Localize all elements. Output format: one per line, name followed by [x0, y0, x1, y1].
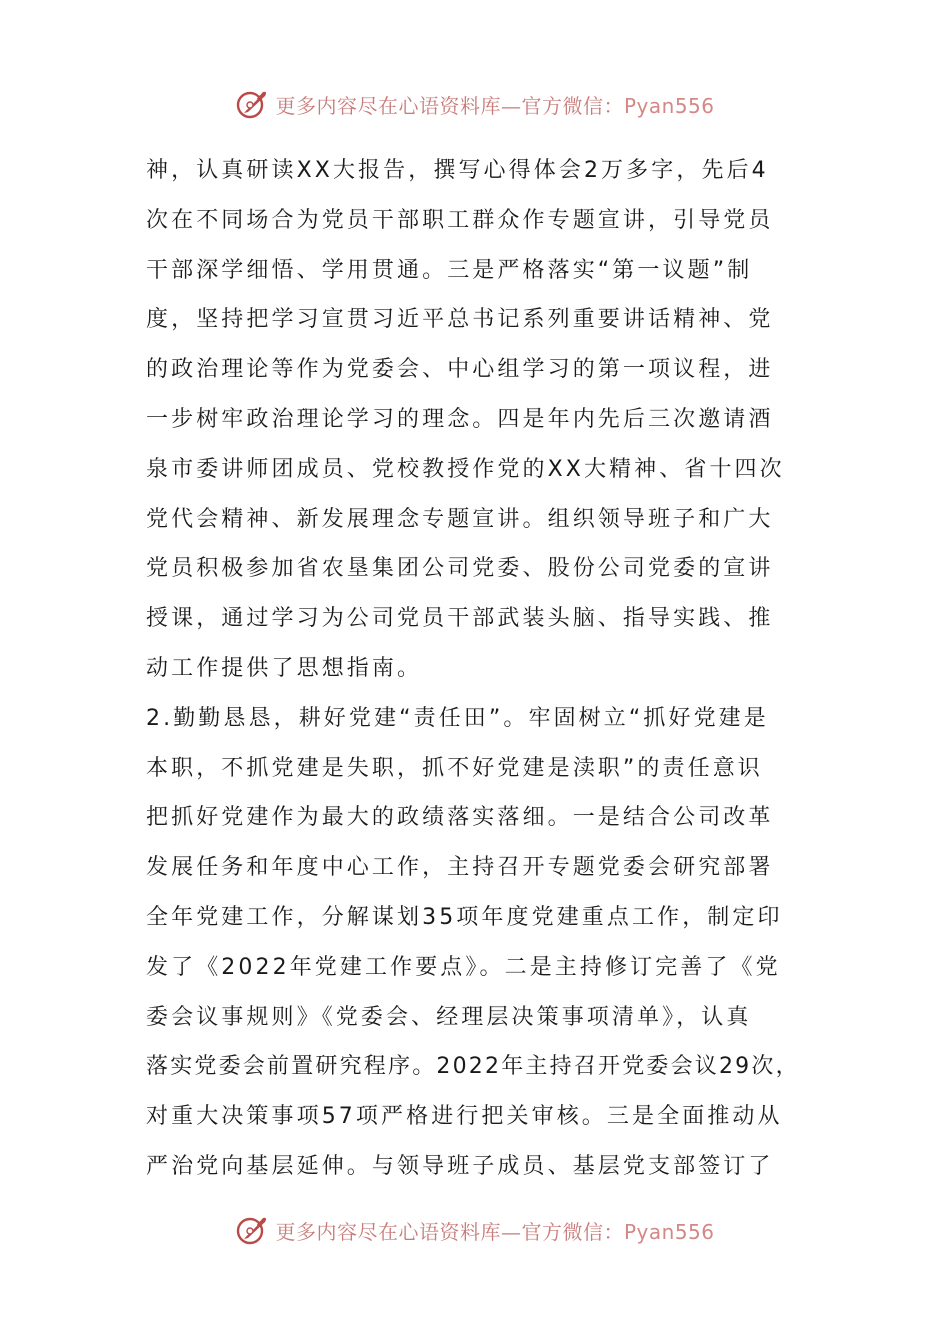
- text-line: 神，认真研读XX大报告，撰写心得体会2万多字，先后4: [146, 158, 769, 183]
- watermark-brand: Pyan556: [623, 93, 715, 118]
- text-line: 干部深学细悟、学用贯通。三是严格落实“第一议题”制: [146, 257, 753, 283]
- text-line: 委会议事规则》《党委会、经理层决策事项清单》，认真: [146, 1004, 752, 1030]
- text-line: 把抓好党建作为最大的政绩落实落细。一是结合公司改革: [146, 805, 774, 831]
- watermark-text: 更多内容尽在心语资料库—官方微信：Pyan556: [275, 1219, 715, 1244]
- text-line: 次在不同场合为党员干部职工群众作专题宣讲，引导党员: [146, 207, 774, 233]
- watermark-text: 更多内容尽在心语资料库—官方微信：Pyan556: [275, 93, 715, 118]
- text-line: 党员积极参加省农垦集团公司党委、股份公司党委的宣讲: [146, 556, 774, 582]
- text-line: 发了《2022年党建工作要点》。二是主持修订完善了《党: [146, 954, 781, 980]
- text-line: 党代会精神、新发展理念专题宣讲。组织领导班子和广大: [146, 506, 774, 532]
- section-heading-line: 2.勤勤恳恳，耕好党建“责任田”。牢固树立“抓好党建是: [146, 705, 769, 731]
- watermark-brand: Pyan556: [623, 1219, 715, 1244]
- text-line: 一步树牢政治理论学习的理念。四是年内先后三次邀请酒: [146, 406, 774, 432]
- text-line: 严治党向基层延伸。与领导班子成员、基层党支部签订了: [146, 1153, 774, 1179]
- text-line: 发展任务和年度中心工作，主持召开专题党委会研究部署: [146, 855, 774, 881]
- text-line: 动工作提供了思想指南。: [146, 655, 423, 681]
- text-line: 授课，通过学习为公司党员干部武装头脑、指导实践、推: [146, 606, 774, 632]
- header-watermark: [0, 84, 950, 124]
- document-body: [146, 146, 808, 1192]
- text-line: 本职，不抓党建是失职，抓不好党建是渎职”的责任意识: [146, 755, 763, 781]
- text-line: 对重大决策事项57项严格进行把关审核。三是全面推动从: [146, 1104, 783, 1130]
- text-line: 度，坚持把学习宣贯习近平总书记系列重要讲话精神、党: [146, 307, 774, 333]
- text-line: 的政治理论等作为党委会、中心组学习的第一项议程，进: [146, 357, 774, 383]
- text-line: 泉市委讲师团成员、党校教授作党的XX大精神、省十四次: [146, 456, 785, 482]
- footer-watermark: [0, 1210, 950, 1250]
- text-line: 全年党建工作，分解谋划35项年度党建重点工作，制定印: [146, 904, 783, 930]
- feather-seal-icon: [235, 1213, 269, 1247]
- feather-seal-icon: [235, 87, 269, 121]
- text-line: 落实党委会前置研究程序。2022年主持召开党委会议29次，: [146, 1054, 800, 1080]
